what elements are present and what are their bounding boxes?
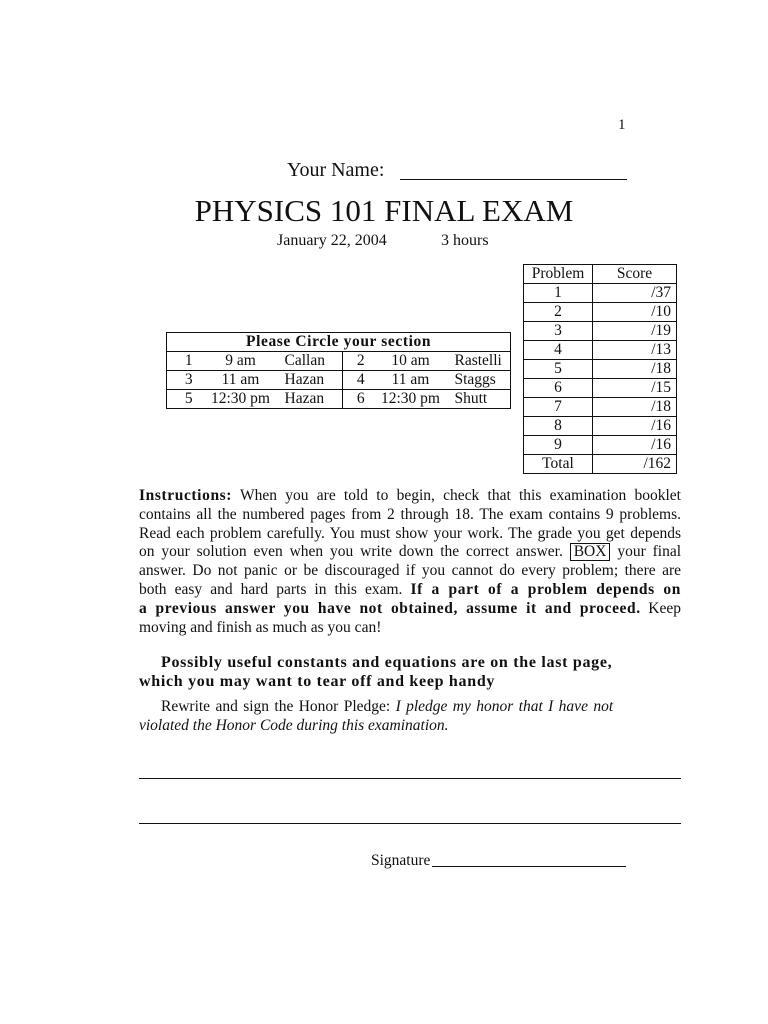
instructions-emphasis: If a part of a problem depends on [410,580,682,598]
problem-max-score: /10 [593,303,677,322]
problem-max-score: /37 [593,284,677,303]
instructions-line [139,525,681,544]
honor-pledge-text: I pledge my honor that I have not [395,698,614,715]
problem-number: 8 [524,417,593,436]
instructions-line [139,581,681,600]
score-row [524,341,677,360]
problem-max-score: /18 [593,360,677,379]
section-row [167,352,511,371]
instructions-text: moving and finish as much as you can! [139,618,382,636]
problem-max-score: /16 [593,417,677,436]
problem-number: 2 [524,303,593,322]
section-instructor: Hazan [271,390,343,409]
instructions-paragraph [139,487,681,637]
problem-max-score: /19 [593,322,677,341]
section-number: 1 [167,352,211,371]
instructions-emphasis: a previous answer you have not obtained, assume it and proceed. [139,599,641,617]
instructions-line [139,600,681,619]
signature-blank-line [432,866,626,867]
score-total-row [524,455,677,474]
problem-number: 7 [524,398,593,417]
pledge-writing-line [139,778,681,779]
score-row [524,417,677,436]
exam-duration: 3 hours [441,232,489,249]
instructions-text: on your solution even when you write down the correct answer. [139,543,563,561]
section-time: 9 am [211,352,271,371]
section-number: 6 [343,390,379,409]
name-blank-line [400,179,627,180]
instructions-line [139,562,681,581]
instructions-text: contains all the numbered pages from 2 through 18. The exam contains 9 problems. [139,505,681,523]
section-number: 5 [167,390,211,409]
score-table [523,264,677,474]
instructions-text: When you are told to begin, check that this examination booklet [240,487,681,504]
section-time: 11 am [211,371,271,390]
section-table [166,332,511,409]
box-example: BOX [570,543,611,561]
section-instructor: Hazan [271,371,343,390]
score-row [524,436,677,455]
score-row [524,322,677,341]
honor-pledge-line [139,697,681,716]
honor-pledge [139,697,681,735]
total-max-score: /162 [593,455,677,474]
honor-pledge-line [139,716,681,735]
problem-number: 5 [524,360,593,379]
problem-number: 6 [524,379,593,398]
instructions-line [139,506,681,525]
section-table-title: Please Circle your section [167,333,511,352]
problem-number: 1 [524,284,593,303]
page-number: 1 [618,117,626,133]
problem-max-score: /15 [593,379,677,398]
problem-max-score: /13 [593,341,677,360]
instructions-text: your final [617,543,681,561]
honor-pledge-text: violated the Honor Code during this examination. [139,717,449,734]
constants-note-line: which you may want to tear off and keep handy [139,673,496,690]
section-time: 11 am [379,371,443,390]
section-instructor: Shutt [443,390,511,409]
score-table-header [524,265,677,284]
section-instructor: Callan [271,352,343,371]
exam-title: PHYSICS 101 FINAL EXAM [194,193,574,228]
section-time: 12:30 pm [211,390,270,407]
instructions-text: Read each problem carefully. You must show your work. The grade you get depends [139,524,681,542]
instructions-line [139,619,681,638]
constants-note [139,653,681,691]
instructions-text: Keep [648,599,681,617]
problem-number: 3 [524,322,593,341]
problem-number: 9 [524,436,593,455]
problem-column-header: Problem [524,265,593,284]
section-row [167,390,511,409]
score-row [524,379,677,398]
problem-max-score: /18 [593,398,677,417]
instructions-line [139,543,681,562]
honor-pledge-prompt: Rewrite and sign the Honor Pledge: [161,698,391,715]
section-time: 10 am [379,352,443,371]
signature-label: Signature [371,852,431,869]
instructions-text: both easy and hard parts in this exam. [139,580,403,598]
name-label: Your Name: [287,159,385,181]
score-row [524,398,677,417]
problem-max-score: /16 [593,436,677,455]
score-row [524,284,677,303]
exam-date: January 22, 2004 [277,232,387,249]
instructions-label: Instructions: [139,487,233,504]
score-column-header: Score [593,265,677,284]
section-row [167,371,511,390]
section-number: 4 [343,371,379,390]
section-number: 2 [343,352,379,371]
total-label: Total [524,455,593,474]
instructions-text: answer. Do not panic or be discouraged if you cannot do every problem; there are [139,562,681,580]
section-instructor: Staggs [443,371,511,390]
constants-note-line: Possibly useful constants and equations are on the last page, [161,654,613,671]
section-time: 12:30 pm [379,390,443,409]
score-row [524,303,677,322]
section-table-header [167,333,511,352]
section-instructor: Rastelli [443,352,511,371]
pledge-writing-line [139,823,681,824]
instructions-line [139,487,681,506]
problem-number: 4 [524,341,593,360]
score-row [524,360,677,379]
section-number: 3 [167,371,211,390]
